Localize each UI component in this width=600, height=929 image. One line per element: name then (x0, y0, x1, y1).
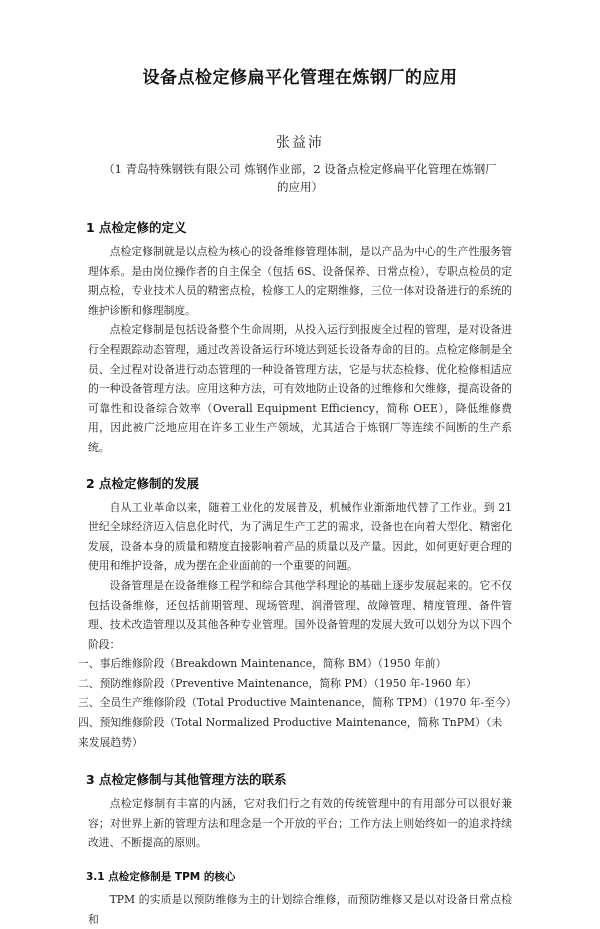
section-3-1-heading: 3.1 点检定修制是 TPM 的核心 (86, 871, 236, 884)
section-3-body (88, 794, 512, 853)
paper-title: 设备点检定修扁平化管理在炼钢厂的应用 (142, 68, 458, 88)
list-item: 一、事后维修阶段（Breakdown Maintenance，简称 BM）（1950 年前） (78, 657, 447, 671)
section-2-heading: 2 点检定修制的发展 (86, 475, 200, 491)
list-item: 二、预防维修阶段（Preventive Maintenance，简称 PM）（1950 年-1960 年） (78, 676, 477, 690)
paragraph: 自从工业革命以来，随着工业化的发展普及，机械作业渐渐地代替了工作业。到 21 世纪全球经济迈入信息化时代，为了满足生产工艺的需求，设备也在向着大型化、精密化发展，设备本身的质量和精度直接影响着产品的质量以及产量。因此，如何更好更合理的使用和维护设备，成为摆在企业面前的一个重要的问题。 (88, 500, 512, 573)
maintenance-stages-list (78, 654, 517, 752)
section-3-heading: 3 点检定修制与其他管理方法的联系 (86, 772, 287, 788)
paragraph: 点检定修制是包括设备整个生命周期，从投入运行到报废全过程的管理，是对设备进行全程跟踪动态管理，通过改善设备运行环境达到延长设备寿命的目的。点检定修制是全员、全过程对设备进行动态管理的一种设备管理方法，它是与状态检修、优化检修相适应的一种设备管理方法。应用这种方法，可有效地防止设备的过维修和欠维修，提高设备的可靠性和设备综合效率（Overall Equipment Efficiency，简称 OEE），降低维修费用，因此被广泛地应用在许多工业生产领域，尤其适合于炼钢厂等连续不间断的生产系统。 (88, 323, 512, 454)
paragraph: 点检定修制有丰富的内涵，它对我们行之有效的传统管理中的有用部分可以很好兼容；对世界上新的管理方法和理念是一个开放的平台；工作方法上则始终如一的追求持续改进、不断提高的原则。 (88, 797, 512, 850)
section-1-body (88, 242, 512, 458)
paragraph: 点检定修制就是以点检为核心的设备维修管理体制，是以产品为中心的生产性服务管理体系。是由岗位操作者的自主保全（包括 6S、设备保养、日常点检），专职点检员的定期点检，专业技术人员的精密点检，检修工人的定期维修，三位一体对设备进行的系统的维护诊断和修理制度。 (88, 245, 512, 317)
author-name: 张益沛 (276, 135, 324, 151)
section-2-body (78, 498, 517, 753)
section-3-1-body (88, 890, 512, 929)
paragraph: 设备管理是在设备维修工程学和综合其他学科理论的基础上逐步发展起来的。它不仅包括设备维修，还包括前期管理、现场管理、润滑管理、故障管理、精度管理、备件管理、技术改造管理以及其他各种专业管理。国外设备管理的发展大致可以划分为以下四个阶段： (88, 578, 512, 651)
paragraph: TPM 的实质是以预防维修为主的计划综合维修，而预防维修又是以对设备日常点检和 (88, 893, 512, 926)
list-item: 三、全员生产维修阶段（Total Productive Maintenance，简称 TPM）（1970 年-至今） (78, 696, 517, 710)
section-1-heading: 1 点检定修的定义 (86, 220, 187, 235)
author-affiliation: （1 青岛特殊钢铁有限公司 炼钢作业部，2 设备点检定修扁平化管理在炼钢厂的应用） (103, 162, 497, 194)
list-item: 四、预知维修阶段（Total Normalized Productive Maintenance，简称 TnPM）（未来发展趋势） (78, 716, 503, 749)
